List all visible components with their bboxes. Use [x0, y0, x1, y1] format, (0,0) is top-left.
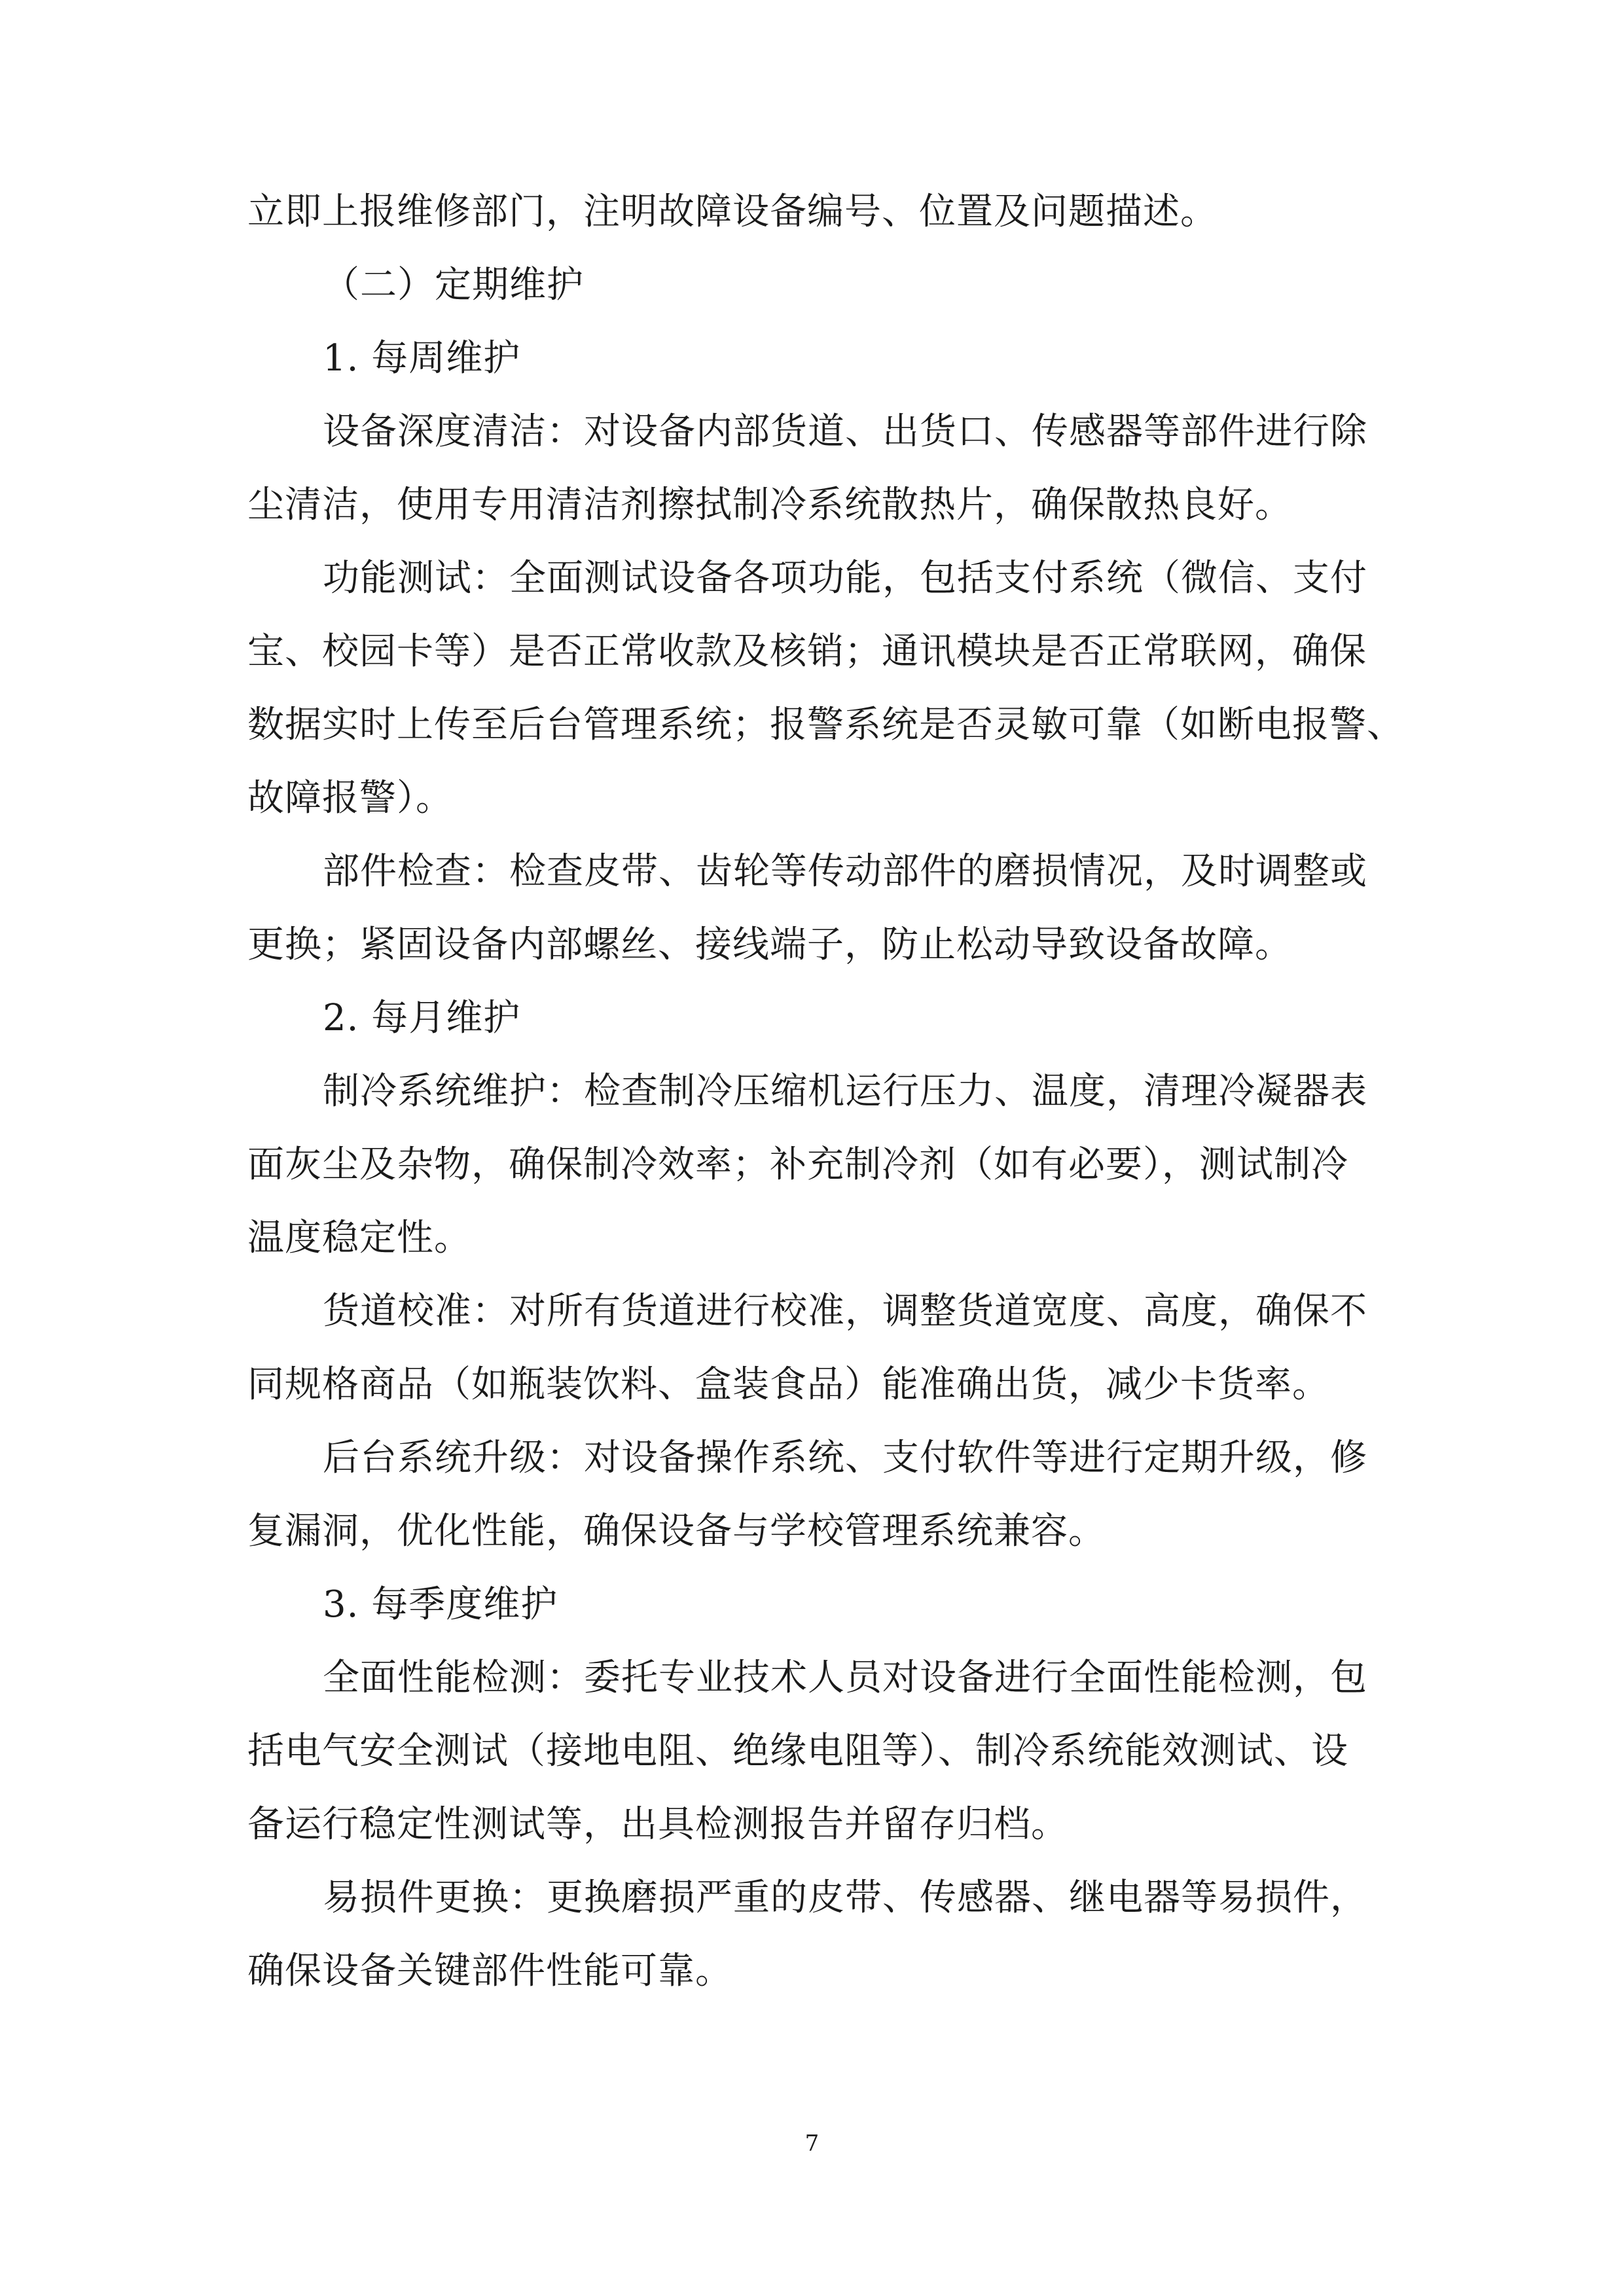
paragraph-line: 功能测试：全面测试设备各项功能，包括支付系统（微信、支付 [323, 557, 1367, 600]
paragraph-line: 尘清洁，使用专用清洁剂擦拭制冷系统散热片，确保散热良好。 [247, 484, 1292, 526]
paragraph-line: 立即上报维修部门，注明故障设备编号、位置及问题描述。 [247, 190, 1218, 233]
page-number: 7 [804, 2130, 820, 2157]
paragraph-line: 面灰尘及杂物，确保制冷效率；补充制冷剂（如有必要），测试制冷 [247, 1143, 1348, 1186]
paragraph-line: 设备深度清洁：对设备内部货道、出货口、传感器等部件进行除 [323, 410, 1367, 453]
paragraph-line: 制冷系统维护：检查制冷压缩机运行压力、温度，清理冷凝器表 [323, 1070, 1367, 1113]
subsection-heading: 1. 每周维护 [323, 337, 521, 380]
paragraph-line: 全面性能检测：委托专业技术人员对设备进行全面性能检测，包 [323, 1657, 1367, 1699]
paragraph-line: 部件检查：检查皮带、齿轮等传动部件的磨损情况，及时调整或 [323, 850, 1367, 893]
section-heading: （二）定期维护 [323, 264, 584, 306]
paragraph-line: 括电气安全测试（接地电阻、绝缘电阻等）、制冷系统能效测试、设 [247, 1730, 1348, 1772]
paragraph-line: 备运行稳定性测试等，出具检测报告并留存归档。 [247, 1803, 1068, 1846]
paragraph-line: 数据实时上传至后台管理系统；报警系统是否灵敏可靠（如断电报警、 [247, 704, 1404, 746]
paragraph-line: 宝、校园卡等）是否正常收款及核销；通讯模块是否正常联网，确保 [247, 630, 1367, 673]
paragraph-line: 复漏洞，优化性能，确保设备与学校管理系统兼容。 [247, 1510, 1106, 1552]
document-body [247, 175, 1404, 2008]
subsection-heading: 2. 每月维护 [323, 997, 521, 1039]
paragraph-line: 温度稳定性。 [247, 1217, 471, 1259]
paragraph-line: 确保设备关键部件性能可靠。 [247, 1950, 732, 1992]
paragraph-line: 易损件更换：更换磨损严重的皮带、传感器、继电器等易损件， [323, 1876, 1367, 1919]
paragraph-line: 故障报警）。 [247, 777, 453, 819]
paragraph-line: 货道校准：对所有货道进行校准，调整货道宽度、高度，确保不 [323, 1290, 1367, 1333]
paragraph-line: 更换；紧固设备内部螺丝、接线端子，防止松动导致设备故障。 [247, 924, 1292, 966]
paragraph-line: 同规格商品（如瓶装饮料、盒装食品）能准确出货，减少卡货率。 [247, 1363, 1329, 1406]
subsection-heading: 3. 每季度维护 [323, 1583, 558, 1626]
paragraph-line: 后台系统升级：对设备操作系统、支付软件等进行定期升级，修 [323, 1437, 1367, 1479]
